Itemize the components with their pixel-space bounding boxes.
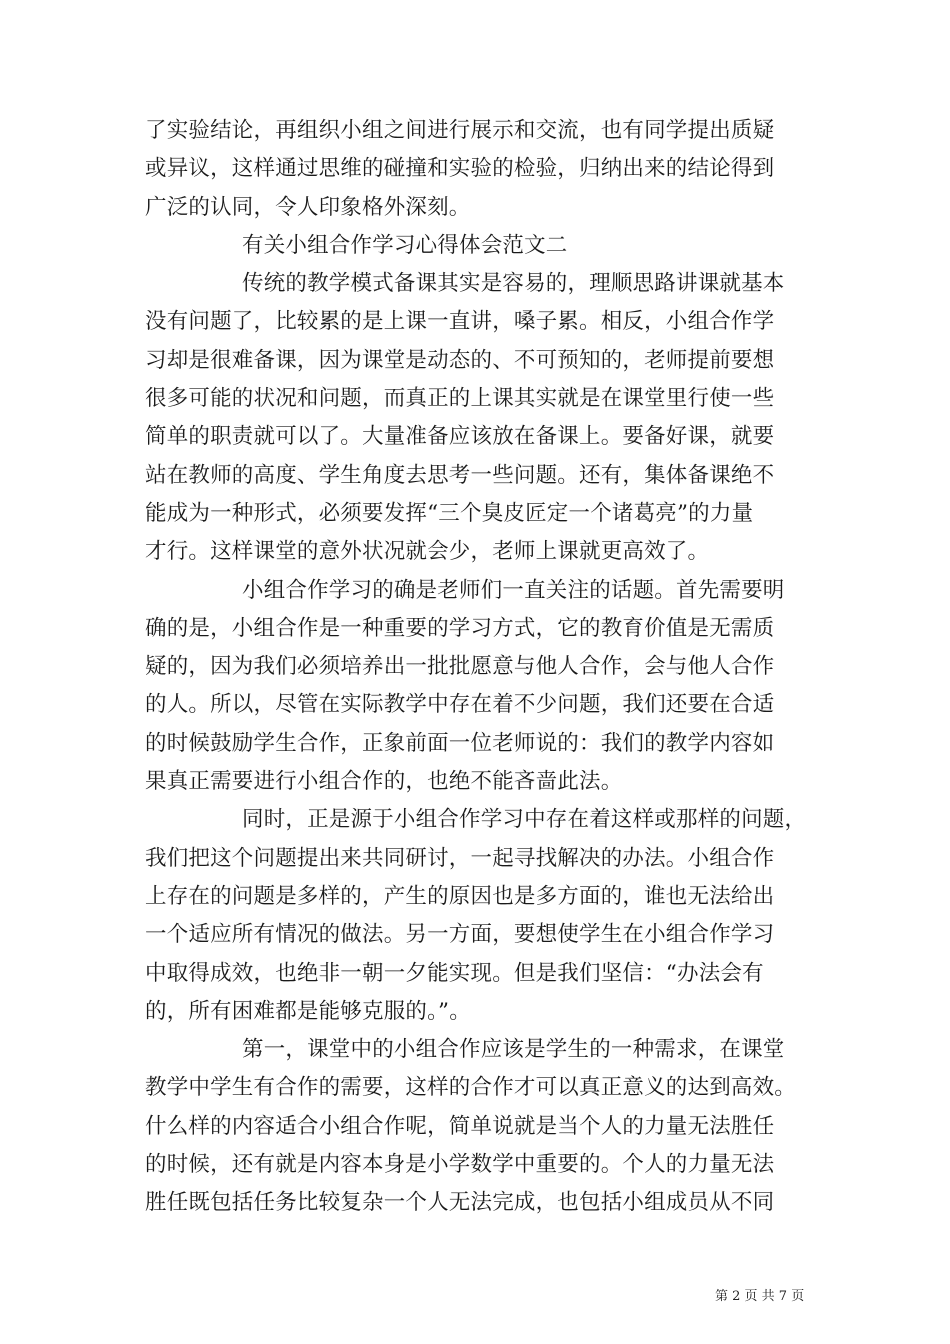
text-line: 能成为一种形式，必须要发挥“三个臭皮匠定一个诸葛亮”的力量: [145, 500, 754, 526]
text-line: 中取得成效，也绝非一朝一夕能实现。但是我们坚信：“办法会有: [145, 960, 764, 986]
text-line: 什么样的内容适合小组合作呢，简单说就是当个人的力量无法胜任: [145, 1113, 775, 1139]
text-line: 教学中学生有合作的需要，这样的合作才可以真正意义的达到高效。: [145, 1075, 797, 1101]
text-line: 广泛的认同，令人印象格外深刻。: [145, 194, 471, 220]
text-line: 才行。这样课堂的意外状况就会少，老师上课就更高效了。: [145, 539, 710, 565]
text-line: 了实验结论，再组织小组之间进行展示和交流，也有同学提出质疑: [145, 118, 775, 143]
text-line: 传统的教学模式备课其实是容易的，理顺思路讲课就基本: [242, 271, 785, 297]
text-line: 的，所有困难都是能够克服的。”。: [145, 998, 471, 1024]
text-line: 我们把这个问题提出来共同研讨，一起寻找解决的办法。小组合作: [145, 845, 775, 871]
text-line: 的时候鼓励学生合作，正象前面一位老师说的：我们的教学内容如: [145, 730, 775, 756]
text-line: 第一，课堂中的小组合作应该是学生的一种需求，在课堂: [242, 1037, 785, 1063]
text-line: 小组合作学习的确是老师们一直关注的话题。首先需要明: [242, 577, 785, 603]
text-line: 没有问题了，比较累的是上课一直讲，嗓子累。相反，小组合作学: [145, 309, 775, 335]
text-line: 或异议，这样通过思维的碰撞和实验的检验，归纳出来的结论得到: [145, 156, 775, 182]
page-number: 第 2 页 共 7 页: [715, 1289, 805, 1304]
text-line: 同时，正是源于小组合作学习中存在着这样或那样的问题，: [242, 807, 807, 833]
document-body: [145, 112, 809, 1223]
text-line: 一个适应所有情况的做法。另一方面，要想使学生在小组合作学习: [145, 922, 775, 948]
text-line: 上存在的问题是多样的，产生的原因也是多方面的，谁也无法给出: [145, 883, 775, 909]
section-heading: 有关小组合作学习心得体会范文二: [242, 232, 568, 258]
text-line: 简单的职责就可以了。大量准备应该放在备课上。要备好课，就要: [145, 424, 775, 450]
text-line: 疑的，因为我们必须培养出一批批愿意与他人合作，会与他人合作: [145, 654, 775, 680]
text-line: 果真正需要进行小组合作的，也绝不能吝啬此法。: [145, 769, 623, 795]
text-line: 胜任既包括任务比较复杂一个人无法完成，也包括小组成员从不同: [145, 1190, 775, 1216]
text-line: 很多可能的状况和问题，而真正的上课其实就是在课堂里行使一些: [145, 386, 775, 412]
text-line: 确的是，小组合作是一种重要的学习方式，它的教育价值是无需质: [145, 615, 775, 641]
text-line: 的时候，还有就是内容本身是小学数学中重要的。个人的力量无法: [145, 1152, 775, 1178]
text-line: 习却是很难备课，因为课堂是动态的、不可预知的，老师提前要想: [145, 347, 775, 373]
text-line: 站在教师的高度、学生角度去思考一些问题。还有，集体备课绝不: [145, 462, 775, 488]
text-line: 的人。所以，尽管在实际教学中存在着不少问题，我们还要在合适: [145, 692, 775, 718]
